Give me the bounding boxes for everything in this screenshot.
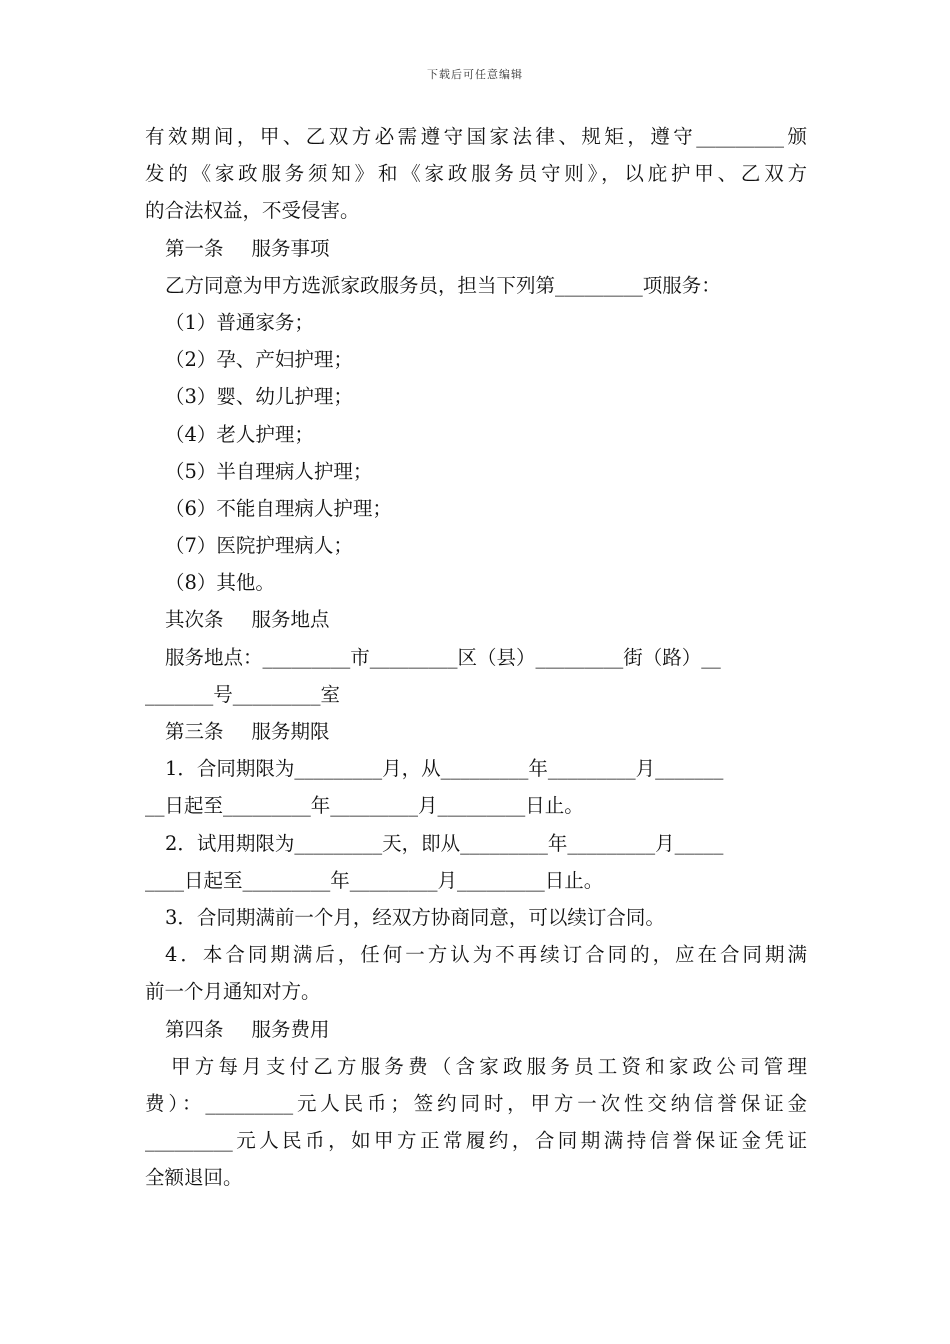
contract-body bbox=[145, 118, 807, 1196]
page-header-note: 下载后可任意编辑 bbox=[427, 68, 523, 81]
section-title: 服务事项 bbox=[251, 236, 330, 260]
paragraph-line: 乙方同意为甲方选派家政服务员，担当下列第_________项服务： bbox=[165, 273, 721, 297]
section-heading-2 bbox=[145, 601, 807, 638]
section-title: 服务期限 bbox=[251, 720, 330, 743]
paragraph-line: 全额退回。 bbox=[145, 1166, 243, 1190]
paragraph-line: 服务地点：_________市_________区（县）_________街（路）__ bbox=[165, 645, 721, 669]
section-title: 服务费用 bbox=[251, 1017, 330, 1041]
service-item: （5）半自理病人护理； bbox=[165, 459, 373, 483]
service-item: （7）医院护理病人； bbox=[165, 534, 353, 558]
paragraph-line: 4．本合同期满后，任何一方认为不再续订合同的，应在合同期满 bbox=[165, 943, 807, 967]
section-heading-4 bbox=[145, 1011, 807, 1048]
section-number: 第一条 bbox=[165, 236, 224, 260]
section-heading-1 bbox=[145, 230, 807, 267]
paragraph-line: 2．试用期限为_________天，即从_________年_________月_____ bbox=[165, 831, 724, 855]
section-number: 其次条 bbox=[165, 608, 224, 632]
paragraph-line: _________元人民币，如甲方正常履约，合同期满持信誉保证金凭证 bbox=[145, 1129, 807, 1153]
paragraph-line: 1．合同期限为_________月，从_________年_________月_______ bbox=[165, 757, 724, 781]
service-item: （8）其他。 bbox=[165, 571, 275, 595]
paragraph-line: 费）：_________元人民币；签约同时，甲方一次性交纳信誉保证金 bbox=[145, 1091, 807, 1115]
service-item: （3）婴、幼儿护理； bbox=[165, 385, 353, 409]
service-item: （1）普通家务； bbox=[165, 310, 314, 334]
paragraph-line: 的合法权益，不受侵害。 bbox=[145, 199, 360, 223]
paragraph-line: __日起至_________年_________月_________日止。 bbox=[145, 794, 584, 818]
service-item: （2）孕、产妇护理； bbox=[165, 348, 353, 372]
paragraph-line: 有效期间，甲、乙双方必需遵守国家法律、规矩，遵守_________颁 bbox=[145, 125, 807, 148]
section-heading-3 bbox=[145, 713, 807, 750]
section-number: 第三条 bbox=[165, 720, 224, 743]
service-item: （6）不能自理病人护理； bbox=[165, 496, 392, 520]
paragraph-line: 3．合同期满前一个月，经双方协商同意，可以续订合同。 bbox=[165, 905, 665, 929]
paragraph-line: _______号_________室 bbox=[145, 682, 341, 706]
section-number: 第四条 bbox=[165, 1017, 224, 1041]
paragraph-line: 发的《家政服务须知》和《家政服务员守则》，以庇护甲、乙双方 bbox=[145, 162, 807, 186]
section-title: 服务地点 bbox=[251, 608, 330, 632]
service-item: （4）老人护理； bbox=[165, 422, 314, 446]
paragraph-line: 甲方每月支付乙方服务费（含家政服务员工资和家政公司管理 bbox=[171, 1054, 807, 1078]
paragraph-line: 前一个月通知对方。 bbox=[145, 980, 321, 1004]
paragraph-line: ____日起至_________年_________月_________日止。 bbox=[145, 868, 604, 892]
